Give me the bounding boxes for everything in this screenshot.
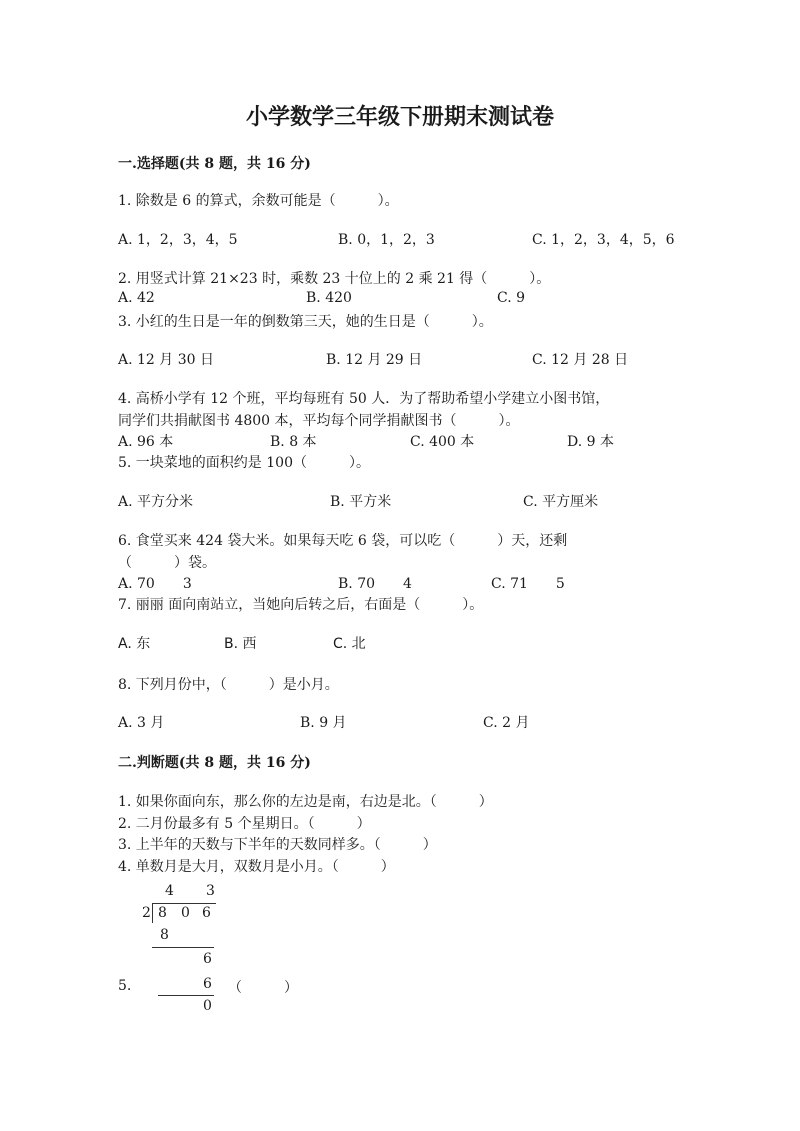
question-7-option-b: B. 西	[224, 636, 257, 652]
question-1-option-a: A. 1，2，3，4，5	[118, 232, 238, 248]
division-rule-2	[158, 995, 214, 996]
judgment-item-5-number: 5.	[118, 978, 132, 994]
question-4-option-a: A. 96 本	[118, 434, 174, 450]
question-6-option-a: A. 70 3	[118, 576, 192, 592]
question-1-option-b: B. 0，1，2，3	[338, 232, 435, 248]
division-bracket-side-line	[152, 903, 153, 923]
question-6-text-line2: （ ）袋。	[118, 555, 216, 571]
judgment-item-1: 1. 如果你面向东，那么你的左边是南，右边是北。（ ）	[118, 794, 493, 810]
division-final-remainder: 0	[203, 998, 212, 1014]
question-1-text: 1. 除数是 6 的算式，余数可能是（ ）。	[118, 193, 399, 209]
section-heading-judgment: 二.判断题(共 8 题，共 16 分)	[118, 755, 311, 771]
division-step-product-1: 8	[160, 927, 169, 943]
question-3-option-b: B. 12 月 29 日	[326, 352, 423, 368]
question-7-text: 7. 丽丽 面向南站立，当她向后转之后，右面是（ ）。	[118, 597, 484, 613]
question-2-option-a: A. 42	[118, 290, 155, 306]
judgment-item-5-blank: （ ）	[228, 980, 298, 996]
page-title: 小学数学三年级下册期末测试卷	[245, 104, 554, 130]
question-7-option-c: C. 北	[333, 636, 366, 652]
question-8-option-b: B. 9 月	[300, 715, 347, 731]
question-4-option-c: C. 400 本	[410, 434, 475, 450]
division-rule-1	[152, 947, 214, 948]
question-7-option-a: A. 东	[118, 636, 151, 652]
question-5-option-a: A. 平方分米	[118, 494, 194, 510]
question-3-option-a: A. 12 月 30 日	[118, 352, 214, 368]
dividend-digit-ones: 6	[202, 905, 211, 921]
question-6-option-b: B. 70 4	[338, 576, 412, 592]
question-5-text: 5. 一块菜地的面积约是 100（ ）。	[118, 455, 370, 471]
judgment-item-2: 2. 二月份最多有 5 个星期日。（ ）	[118, 816, 371, 832]
question-5-option-b: B. 平方米	[330, 494, 392, 510]
judgment-item-3: 3. 上半年的天数与下半年的天数同样多。（ ）	[118, 837, 437, 853]
judgment-item-4: 4. 单数月是大月，双数月是小月。（ ）	[118, 859, 395, 875]
question-2-option-b: B. 420	[306, 290, 352, 306]
question-4-option-d: D. 9 本	[567, 434, 614, 450]
question-4-text-line2: 同学们共捐献图书 4800 本，平均每个同学捐献图书（ ）。	[118, 413, 520, 429]
quotient-digit-ones: 3	[206, 883, 215, 899]
dividend-digit-hundreds: 8	[158, 905, 167, 921]
question-6-text-line1: 6. 食堂买来 424 袋大米。如果每天吃 6 袋，可以吃（ ）天，还剩	[118, 533, 568, 549]
division-step-product-2: 6	[203, 976, 212, 992]
question-4-option-b: B. 8 本	[270, 434, 317, 450]
question-3-option-c: C. 12 月 28 日	[532, 352, 629, 368]
section-heading-choice: 一.选择题(共 8 题，共 16 分)	[118, 156, 311, 172]
question-2-option-c: C. 9	[497, 290, 526, 306]
question-4-text-line1: 4. 高桥小学有 12 个班，平均每班有 50 人．为了帮助希望小学建立小图书馆，	[118, 391, 610, 407]
quotient-digit-tens: 4	[165, 883, 174, 899]
question-3-text: 3. 小红的生日是一年的倒数第三天，她的生日是（ ）。	[118, 314, 493, 330]
divisor: 2	[142, 905, 151, 921]
division-step-remainder-1: 6	[203, 951, 212, 967]
question-8-text: 8. 下列月份中，（ ）是小月。	[118, 677, 339, 693]
dividend-digit-tens: 0	[181, 905, 190, 921]
question-1-option-c: C. 1，2，3，4，5，6	[532, 232, 675, 248]
question-8-option-a: A. 3 月	[118, 715, 165, 731]
question-2-text: 2. 用竖式计算 21×23 时，乘数 23 十位上的 2 乘 21 得（ ）。	[118, 271, 551, 287]
question-8-option-c: C. 2 月	[483, 715, 530, 731]
division-bracket-top-line	[152, 903, 216, 904]
question-5-option-c: C. 平方厘米	[523, 494, 599, 510]
question-6-option-c: C. 71 5	[491, 576, 565, 592]
